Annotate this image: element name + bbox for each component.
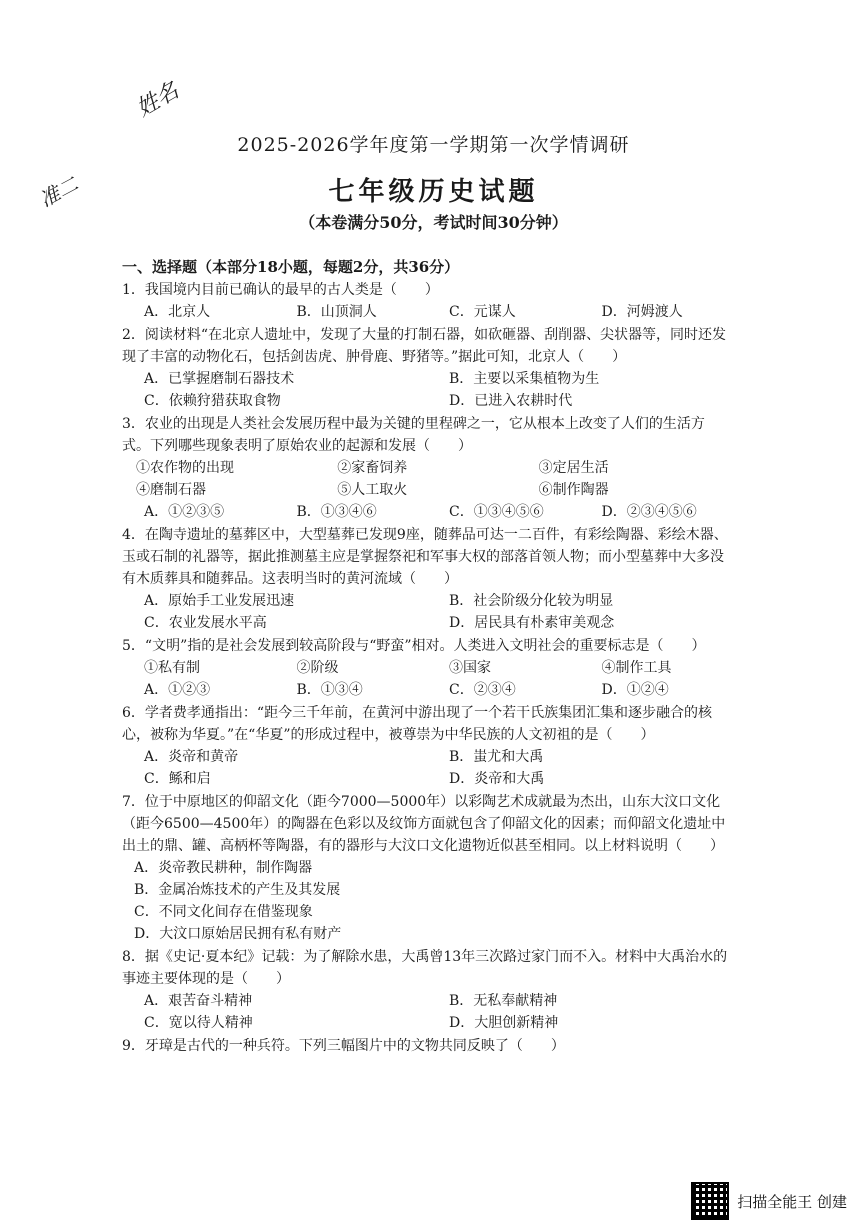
answer-option: A．①②③ [144,682,211,698]
question-text: 4．在陶寺遗址的墓葬区中，大型墓葬已发现9座，随葬品可达一二百件，有彩绘陶器、彩绘木器、玉或石制的礼器等，据此推测墓主应是掌握祭祀和军事大权的部落首领人物；而小型墓葬中大多没有木质葬具和随葬品。这表明当时的黄河流域（ ） [122,527,728,587]
question-6 [122,702,732,790]
question-text: 7．位于中原地区的仰韶文化（距今7000—5000年）以彩陶艺术成就最为杰出，山东大汶口文化（距今6500—4500年）的陶器在色彩以及纹饰方面就包含了仰韶文化的因素；而仰韶文化遗址中出土的鼎、罐、高柄杯等陶器，有的器形与大汶口文化遗物近似甚至相同。以上材料说明（ ） [122,794,726,854]
handwritten-name: 姓名 [132,78,184,122]
handwritten-mark: 准二 [35,171,82,212]
question-text: 5．“文明”指的是社会发展到较高阶段与“野蛮”相对。人类进入文明社会的重要标志是（ ） [122,638,706,654]
answer-option: C．鲧和启 [144,771,211,787]
statement-item: ④磨制石器 [136,482,206,498]
section-header: 一、选择题（本部分18小题，每题2分，共36分） [122,258,460,276]
exam-note: （本卷满分50分，考试时间30分钟） [299,213,568,232]
answer-option: C．农业发展水平高 [144,615,267,631]
option-list [122,301,732,323]
statement-list [122,657,732,679]
answer-option: A．原始手工业发展迅速 [144,593,295,609]
answer-option: B．①③④ [296,682,363,698]
option-list [122,590,732,634]
statement-item: ④制作工具 [601,660,672,676]
statement-item: ②家畜饲养 [337,460,408,476]
statement-item: ③国家 [449,660,491,676]
question-3 [122,413,732,523]
question-4 [122,524,732,634]
answer-option: B．蚩尤和大禹 [449,749,544,765]
option-list [122,746,732,790]
answer-option: C．不同文化间存在借鉴现象 [134,904,313,920]
answer-option: B．金属冶炼技术的产生及其发展 [134,882,341,898]
question-7 [122,791,732,945]
option-list [122,679,732,701]
answer-option: A．已掌握磨制石器技术 [144,371,295,387]
statement-item: ⑤人工取火 [337,482,408,498]
answer-option: B．①③④⑥ [296,504,377,520]
answer-option: A．北京人 [144,304,211,320]
option-list [122,368,732,412]
answer-option: C．依赖狩猎获取食物 [144,393,281,409]
answer-option: A．艰苦奋斗精神 [144,993,253,1009]
question-text: 1．我国境内目前已确认的最早的古人类是（ ） [122,282,439,298]
question-2 [122,324,732,412]
statement-item: ③定居生活 [538,460,609,476]
question-5 [122,635,732,701]
question-8 [122,946,732,1034]
option-list [122,990,732,1034]
question-1 [122,279,732,323]
subject-title: 七年级历史试题 [328,177,539,207]
exam-title: 2025-2026学年度第一学期第一次学情调研 [237,134,630,156]
option-list [122,501,732,523]
answer-option: D．居民具有朴素审美观念 [449,615,615,631]
answer-option: B．无私奉献精神 [449,993,558,1009]
question-text: 3．农业的出现是人类社会发展历程中最为关键的里程碑之一，它从根本上改变了人们的生活方式。下列哪些现象表明了原始农业的起源和发展（ ） [122,416,705,454]
question-content [122,256,732,1058]
question-9 [122,1035,732,1057]
answer-option: C．元谋人 [449,304,516,320]
question-text: 9．牙璋是古代的一种兵符。下列三幅图片中的文物共同反映了（ ） [122,1038,565,1054]
answer-option: B．社会阶级分化较为明显 [449,593,614,609]
scanner-watermark [691,1182,847,1220]
answer-option: B．主要以采集植物为生 [449,371,600,387]
statement-item: ①私有制 [144,660,200,676]
answer-option: A．①②③⑤ [144,504,225,520]
question-list [122,279,732,1057]
statement-list [122,457,732,501]
answer-option: D．大胆创新精神 [449,1015,559,1031]
answer-option: D．大汶口原始居民拥有私有财产 [134,926,342,942]
answer-option: D．已进入农耕时代 [449,393,573,409]
watermark-text: 扫描全能王 创建 [737,1192,847,1211]
question-text: 2．阅读材料“在北京人遗址中，发现了大量的打制石器，如砍砸器、刮削器、尖状器等，同时还发现了丰富的动物化石，包括剑齿虎、肿骨鹿、野猪等。”据此可知，北京人（ ） [122,327,727,365]
qr-code-icon [691,1182,729,1220]
question-text: 8．据《史记·夏本纪》记载：为了解除水患，大禹曾13年三次路过家门而不入。材料中大禹治水的事迹主要体现的是（ ） [122,949,728,987]
answer-option: A．炎帝和黄帝 [144,749,239,765]
statement-item: ①农作物的出现 [136,460,234,476]
answer-option: A．炎帝教民耕种，制作陶器 [134,860,313,876]
statement-item: ⑥制作陶器 [538,482,609,498]
answer-option: D．①②④ [601,682,669,698]
answer-option: C．②③④ [449,682,516,698]
answer-option: D．河姆渡人 [601,304,683,320]
answer-option: C．宽以待人精神 [144,1015,253,1031]
option-list [122,857,732,945]
statement-item: ②阶级 [296,660,339,676]
answer-option: B．山顶洞人 [296,304,377,320]
answer-option: C．①③④⑤⑥ [449,504,544,520]
question-text: 6．学者费孝通指出：“距今三千年前，在黄河中游出现了一个若干氏族集团汇集和逐步融合的核心，被称为华夏。”在“华夏”的形成过程中，被尊崇为中华民族的人文初祖的是（ ） [122,705,713,743]
answer-option: D．②③④⑤⑥ [601,504,697,520]
answer-option: D．炎帝和大禹 [449,771,545,787]
